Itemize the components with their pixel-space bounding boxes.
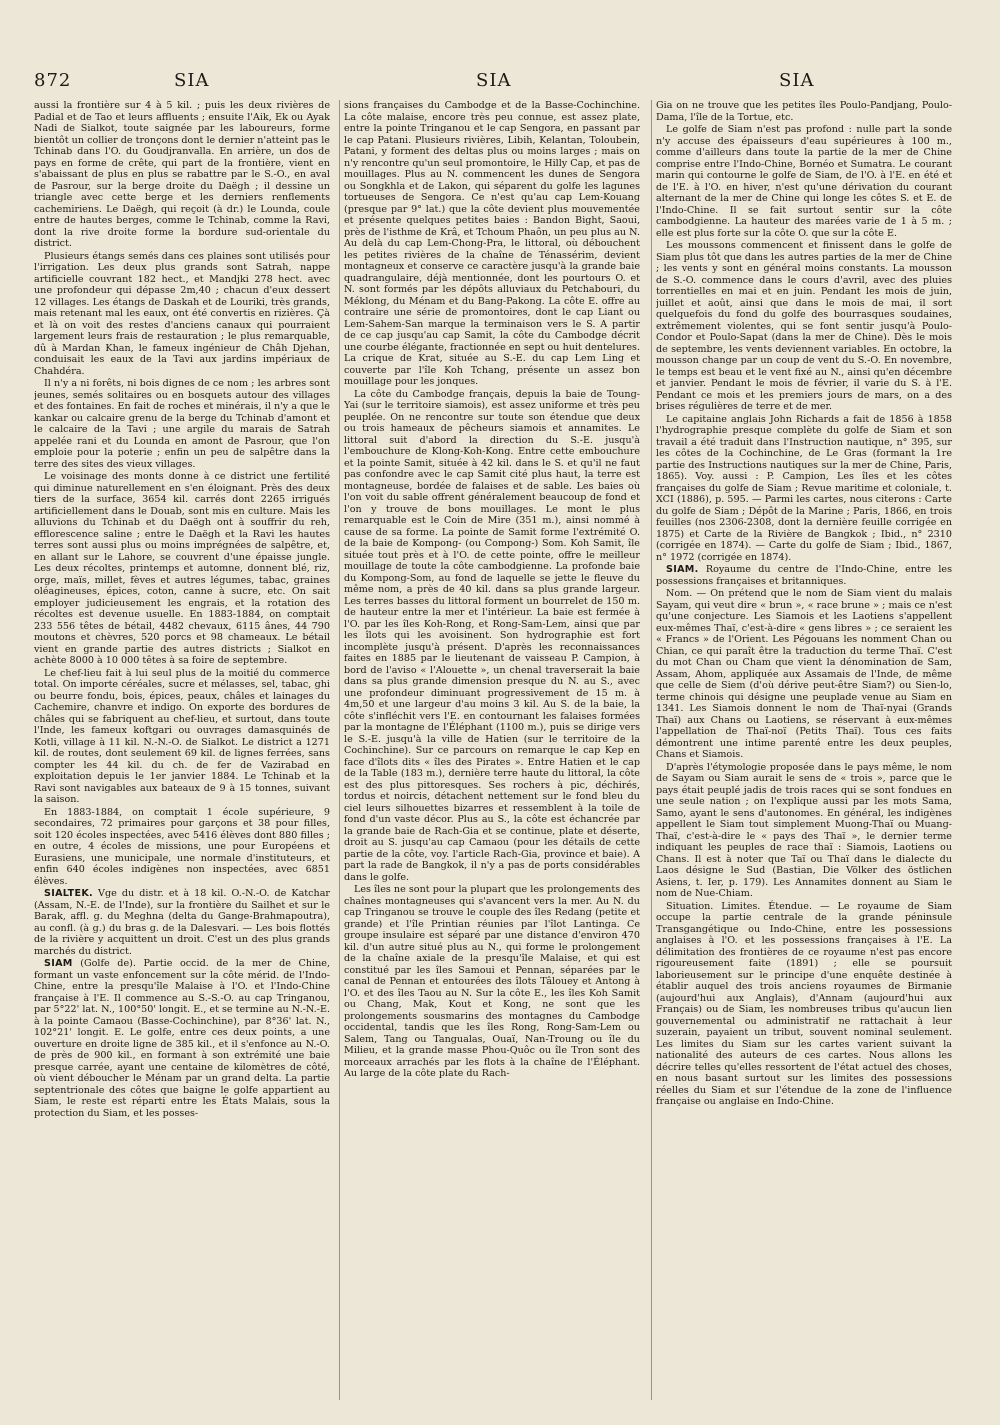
paragraph — [34, 378, 330, 470]
column-right — [656, 100, 952, 1400]
paragraph — [656, 564, 952, 587]
paragraph-text: sions françaises du Cambodge et de la Basse-Cochinchine. La côte malaise, encore très peu connue, est assez plate, entre la pointe Tringanou et le cap Sengora, en passant par le cap Patani. Plusieurs rivières, Libih, Kelantan, Toloubein, Patani, y forment des deltas plus ou moins larges ; mais on n'y rencontre qu'un seul promontoire, le Hilly Cap, et pas de mouillages. Plus au N. commencent les dunes de Sengora ou Songkhla et de Lakon, qui séparent du golfe les lagunes tortueuses de Sengora. Ce n'est qu'au cap Lem-Kouang (presque par 9° lat.) que la côte devient plus mouvementée et présente quelques petites baies : Bandon Bight, Saoui, près de l'isthme de Krâ, et Tchoum Phaôn, un peu plus au N. Au delà du cap Lem-Chong-Pra, le littoral, où débouchent les petites rivières de la chaîne de Ténassérim, devient montagneux et conserve ce caractère jusqu'à la grande baie quadrangulaire, déjà mentionnée, dont les pourtours O. et N. sont formés par les dépôts alluviaux du Petchabouri, du Méklong, du Ménam et du Bang-Pakong. La côte E. offre au contraire une série de promontoires, dont le cap Liant ou Lem-Sahem-San marque la terminaison vers le S. A partir de ce cap jusqu'au cap Samit, la côte du Cambodge décrit une courbe élégante, fractionnée en sept ou huit dentelures. La crique de Krat, située au S.-E. du cap Lem Ling et couverte par l'île Koh Tchang, présente un assez bon mouillage pour les jonques. — [344, 100, 640, 387]
paragraph — [344, 100, 640, 388]
page-number: 872 — [34, 70, 72, 91]
paragraph-text: La côte du Cambodge français, depuis la baie de Toung-Yai (sur le territoire siamois), est assez uniforme et très peu peuplée. On ne rencontre sur toute son étendue que deux ou trois hameaux de pêcheurs siamois et annamites. Le littoral suit d'abord la direction du S.-E. jusqu'à l'embouchure de Klong-Koh-Kong. Entre cette embouchure et la pointe Samit, située à 42 kil. dans le S. et qu'il ne faut pas confondre avec le cap Samit cité plus haut, la terre est montagneuse, bordée de falaises et de sable. Les baies où l'on voit du sable offrent généralement beaucoup de fond et l'on y trouve de bons mouillages. Le mont le plus remarquable est le Coin de Mire (351 m.), ainsi nommé à cause de sa forme. La pointe de Samit forme l'extrémité O. de la baie de Kompong- (ou Compong-) Som. Koh Samit, île située tout près et à l'O. de cette pointe, offre le meilleur mouillage de toute la côte cambodgienne. La profonde baie du Kompong-Som, au fond de laquelle se jette le fleuve du même nom, a près de 40 kil. dans sa plus grande largeur. Les terres basses du littoral forment un bourrelet de 150 m. de hauteur entre la mer et l'intérieur. La baie est fermée à l'O. par les îles Koh-Rong, et Rong-Sam-Lem, ainsi que par les îlots qui les avoisinent. Son hydrographie est fort incomplète jusqu'à présent. D'après les reconnaissances faites en 1885 par le lieutenant de vaisseau P. Campion, à bord de l'aviso « l'Alouette », un chenal traverserait la baie dans sa plus grande dimension presque du N. au S., avec une profondeur diminuant progressivement de 15 m. à 4m,50 et une largeur d'au moins 3 kil. Au S. de la baie, la côte s'infléchit vers l'E. en contournant les falaises formées par la montagne de l'Éléphant (1100 m.), puis se dirige vers le S.-E. jusqu'à la ville de Hatien (sur le territoire de la Cochinchine). Sur ce parcours on remarque le cap Kep en face d'îlots dits « îles des Pirates ». Entre Hatien et le cap de la Table (183 m.), dernière terre haute du littoral, la côte est des plus pittoresques. Ses rochers à pic, déchirés, tordus et noircis, détachent nettement sur le fond bleu du ciel leurs silhouettes bizarres et ressemblent à la toile de fond d'un vaste décor. Plus au S., la côte est échancrée par la grande baie de Rach-Gia et se continue, plate et déserte, droit au S. jusqu'au cap Camaou (pour les détails de cette partie de la côte, voy. l'article Rach-Gia, province et baie). A part la rade de Bangkok, il n'y a pas de ports considérables dans le golfe. — [344, 388, 640, 883]
running-head-center: SIA — [476, 70, 512, 91]
paragraph-text: Les îles ne sont pour la plupart que les prolongements des chaînes montagneuses qui s'avancent vers la mer. Au N. du cap Tringanou se trouve le couple des îles Redang (petite et grande) et l'île Printian réunies par l'îlot Lantinga. Ce groupe insulaire est séparé par une distance d'environ 470 kil. d'un autre situé plus au N., qui forme le prolongement de la chaîne axiale de la presqu'île Malaise, et qui est constitué par les îles Samoui et Pennan, séparées par le canal de Pennan et entourées des îlots Tâlouey et Antong à l'O. et des îles Taou au N. Sur la côte E., les îles Koh Samit ou Chang, Mak, Kout et Kong, ne sont que les prolongements sousmarins des montagnes du Cambodge occidental, tandis que les îles Rong, Rong-Sam-Lem ou Salem, Tang ou Tangualas, Ouaï, Nan-Troung ou île du Milieu, et la grande masse Phou-Quôc ou île Tron sont des morceaux arrachés par les flots à la chaîne de l'Éléphant. Au large de la côte plate du Rach- — [344, 884, 640, 1079]
paragraph-text: D'après l'étymologie proposée dans le pays même, le nom de Sayam ou Siam aurait le sens de « trois », parce que le pays était peuplé jadis de trois races qui se sont fondues en une seule nation ; on l'explique aussi par les mots Sama, Samo, ayant le sens d'autonomes. En général, les indigènes appellent le Siam tout simplement Muong-Thaï ou Muang-Thaï, c'est-à-dire le « pays des Thaï », le dernier terme indiquant les peuples de race thaï : Siamois, Laotiens ou Chans. Il est à noter que Taï ou Thaï dans le dialecte du Laos désigne le Sud (Bastian, Die Völker des östlichen Asiens, t. Ier, p. 179). Les Annamites donnent au Siam le nom de Nue-Chiam. — [656, 761, 952, 899]
paragraph — [656, 124, 952, 239]
paragraph-text: Le golfe de Siam n'est pas profond : nulle part la sonde n'y accuse des épaisseurs d'eau supérieures à 100 m., comme d'ailleurs dans toute la partie de la mer de Chine comprise entre l'Indo-Chine, Bornéo et Sumatra. Le courant marin qui contourne le golfe de Siam, de l'O. à l'E. en été et de l'E. à l'O. en hiver, n'est qu'une dérivation du courant alternant de la mer de Chine qui longe les côtes S. et E. de l'Indo-Chine. Il se fait surtout sentir sur la côte cambodgienne. La hauteur des marées varie de 1 à 5 m. ; elle est plus forte sur la côte O. que sur la côte E. — [656, 124, 952, 239]
entry-headword: SIAM — [44, 958, 73, 969]
paragraph — [34, 807, 330, 888]
paragraph — [656, 762, 952, 900]
paragraph-text: Gia on ne trouve que les petites îles Poulo-Pandjang, Poulo-Dama, l'île de la Tortue, etc. — [656, 100, 952, 123]
paragraph-text: Le capitaine anglais John Richards a fait de 1856 à 1858 l'hydrographie presque complète du golfe de Siam et son travail a été traduit dans l'Instruction nautique, n° 395, sur les côtes de la Cochinchine, de Le Gras (formant la 1re partie des Instructions nautiques sur la mer de Chine, Paris, 1865). Voy. aussi : P. Campion, Les îles et les côtes françaises du golfe de Siam ; Revue maritime et coloniale, t. XCI (1886), p. 595. — Parmi les cartes, nous citerons : Carte du golfe de Siam ; Dépôt de la Marine ; Paris, 1866, en trois feuilles (nos 2306-2308, dont la dernière feuille corrigée en 1875) et Carte de la Rivière de Bangkok ; Ibid., n° 2310 (corrigée en 1874). — Carte du golfe de Siam ; Ibid., 1867, n° 1972 (corrigée en 1874). — [656, 413, 952, 563]
text-columns — [34, 100, 960, 1400]
paragraph — [344, 884, 640, 1080]
paragraph-text: Royaume du centre de l'Indo-Chine, entre les possessions françaises et britanniques. — [656, 564, 952, 587]
paragraph — [656, 588, 952, 761]
paragraph — [344, 389, 640, 884]
paragraph — [34, 471, 330, 667]
column-left — [34, 100, 330, 1400]
paragraph — [34, 251, 330, 378]
paragraph-text: Vge du distr. et à 18 kil. O.-N.-O. de Katchar (Assam, N.-E. de l'Inde), sur la frontière du Sailhet et sur le Barak, affl. g. du Meghna (delta du Gange-Brahmapoutra), au confl. (à g.) du bras g. de la Dalesvari. — Les bois flottés de la rivière y acquittent un droit. C'est un des plus grands marchés du district. — [34, 888, 330, 957]
paragraph — [34, 668, 330, 806]
paragraph-text: (Golfe de). Partie occid. de la mer de Chine, formant un vaste enfoncement sur la côte mérid. de l'Indo-Chine, entre la presqu'île Malaise à l'O. et l'Indo-Chine française à l'E. Il commence au S.-S.-O. au cap Tringanou, par 5°22' lat. N., 100°50' longit. E., et se termine au N.-N.-E. à la pointe Camaou (Basse-Cochinchine), par 8°36' lat. N., 102°21' longit. E. Le golfe, entre ces deux points, a une ouverture en droite ligne de 385 kil., et il s'enfonce au N.-O. de près de 900 kil., en formant à son extrémité une baie presque carrée, ayant une centaine de kilomètres de côté, où vient déboucher le Ménam par un grand delta. La partie septentrionale des côtes que baigne le golfe appartient au Siam, le reste est réparti entre les États Malais, sous la protection du Siam, et les posses- — [34, 958, 330, 1119]
entry-headword: SIALTEK. — [44, 888, 94, 899]
paragraph-text: En 1883-1884, on comptait 1 école supérieure, 9 secondaires, 72 primaires pour garçons et 38 pour filles, soit 120 écoles inspectées, avec 5416 élèves dont 880 filles ; en outre, 4 écoles de missions, une pour Européens et Eurasiens, une municipale, une normale d'instituteurs, et enfin 640 écoles indigènes non inspectées, avec 6851 élèves. — [34, 806, 330, 887]
paragraph — [656, 100, 952, 123]
paragraph — [34, 958, 330, 1119]
running-head-left: SIA — [174, 70, 210, 91]
paragraph-text: Le voisinage des monts donne à ce district une fertilité qui diminue naturellement en s'en éloignant. Près des deux tiers de la surface, 3654 kil. carrés dont 2265 irrigués artificiellement dans le Douab, sont mis en culture. Mais les alluvions du Tchinab et du Daëgh ont à souffrir du reh, efflorescence saline ; entre le Daëgh et la Ravi les hautes terres sont aussi plus ou moins imprégnées de salpêtre, et, en allant sur le Lahore, se couvrent d'une épaisse jungle. Les deux récoltes, printemps et automne, donnent blé, riz, orge, maïs, millet, fèves et autres légumes, tabac, graines oléagineuses, épices, coton, canne à sucre, etc. On sait employer judicieusement les engrais, et la rotation des récoltes est devenue usuelle. En 1883-1884, on comptait 233 556 têtes de bétail, 4482 chevaux, 6115 ânes, 44 790 moutons et chèvres, 520 porcs et 98 chameaux. Le bétail vient en grande partie des autres districts ; Sialkot en achète 8000 à 10 000 têtes à sa foire de septembre. — [34, 471, 330, 666]
paragraph — [656, 901, 952, 1108]
entry-headword: SIAM. — [666, 564, 699, 575]
paragraph-text: Le chef-lieu fait à lui seul plus de la moitié du commerce total. On importe céréales, sucre et mélasses, sel, tabac, ghi ou beurre fondu, bois, épices, peaux, châles et lainages du Cachemire, chanvre et indigo. On exporte des bordures de châles qui se fabriquent au chef-lieu, et surtout, dans toute l'Inde, les fameux koftgari ou ouvrages damasquinés de Kotli, village à 11 kil. N.-N.-O. de Sialkot. Le district a 1271 kil. de routes, dont seulement 69 kil. de lignes ferrées, sans compter les 44 kil. du ch. de fer de Vazirabad en exploitation depuis le 1er janvier 1884. Le Tchinab et la Ravi sont navigables aux bateaux de 9 à 15 tonnes, suivant la saison. — [34, 667, 330, 805]
column-center — [344, 100, 640, 1400]
running-header — [34, 70, 960, 96]
paragraph-text: Nom. — On prétend que le nom de Siam vient du malais Sayam, qui veut dire « brun », « race brune » ; mais ce n'est qu'une conjecture. Les Siamois et les Laotiens s'appellent eux-mêmes Thaï, c'est-à-dire « gens libres » ; ce seraient les « Francs » de l'Orient. Les Pégouans les nomment Chan ou Chian, ce qui paraît être la traduction du terme Thaï. C'est du mot Chan ou Cham que vient la dénomination de Sam, Assam, Ahom, appliquée aux Assamais de l'Inde, de même que celle de Siem (d'où dérive peut-être Siam?) ou Sien-lo, terme chinois qui désigne une peuplade venue au Siam en 1341. Les Siamois donnent le nom de Thaï-nyai (Grands Thaï) aux Chans ou Laotiens, se réservant à eux-mêmes l'appellation de Thaï-noï (Petits Thaï). Tous ces faits démontrent une intime parenté entre les deux peuples, Chans et Siamois. — [656, 588, 952, 760]
paragraph-text: Situation. Limites. Étendue. — Le royaume de Siam occupe la partie centrale de la grande péninsule Transgangétique ou Indo-Chine, entre les possessions anglaises à l'O. et les possessions françaises à l'E. La délimitation des frontières de ce royaume n'est pas encore rigoureusement faite (1891) ; elle se poursuit laborieusement sur le principe d'une enquête destinée à établir auquel des trois anciens royaumes de Birmanie (aujourd'hui aux Anglais), d'Annam (aujourd'hui aux Français) ou de Siam, les nombreuses tribus qu'aucun lien gouvernemental ou administratif ne rattachait à leur suzerain, payaient un tribut, souvent nominal seulement. Les limites du Siam sur les cartes varient suivant la nationalité des auteurs de ces cartes. Nous allons les décrire telles qu'elles ressortent de l'état actuel des choses, en nous basant surtout sur les limites des possessions réelles du Siam et sur l'étendue de la zone de l'influence française ou anglaise en Indo-Chine. — [656, 900, 952, 1107]
paragraph-text: Il n'y a ni forêts, ni bois dignes de ce nom ; les arbres sont jeunes, semés solitaires ou en bosquets autour des villages et des fontaines. En fait de roches et minérais, il n'y a que le kankar ou calcaire grenu de la berge du Tchinab d'amont et le calcaire de la Tavi ; une argile du marais de Satrah appelée rani et du Lounda en amont de Pasrour, que l'on emploie pour la poterie ; enfin un peu de salpêtre dans la terre des sites des vieux villages. — [34, 378, 330, 470]
paragraph — [34, 888, 330, 957]
paragraph — [656, 414, 952, 564]
paragraph-text: Plusieurs étangs semés dans ces plaines sont utilisés pour l'irrigation. Les deux plus grands sont Satrah, nappe artificielle couvrant 182 hect., et Mandjki 278 hect. avec une profondeur qui dépasse 2m,40 ; chacun d'eux dessert 12 villages. Les étangs de Daskah et de Louriki, très grands, mais retenant mal les eaux, ont été convertis en rizières. Çà et là on voit des restes d'anciens canaux qui pourraient largement leurs frais de restauration ; le plus remarquable, dû à Mardan Khan, le fameux ingénieur de Châh Djehan, conduisait les eaux de la Tavi aux jardins impériaux de Chahdéra. — [34, 250, 330, 377]
paragraph-text: aussi la frontière sur 4 à 5 kil. ; puis les deux rivières de Padial et de Tao et leurs affluents ; ensuite l'Aik, Ek ou Ayak Nadi de Sialkot, toute saignée par les laboureurs, forme bientôt un collier de tronçons dont le dernier n'atteint pas le Tchinab dans l'O. du Goudjranvalla. En arrière, un dos de pays en forme de crête, qui part de la frontière, vient en s'abaissant de plus en plus se rabattre par le S.-O., en aval de Pasrour, sur la berge droite du Daëgh ; il dessine un triangle avec cette berge et les derniers renflements cachemiriens. Le Daëgh, qui reçoit (à dr.) le Lounda, coule entre de hautes berges, comme le Tchinab, comme la Ravi, dont la rive droite forme la bordure sud-orientale du district. — [34, 100, 330, 249]
paragraph — [656, 240, 952, 413]
running-head-right: SIA — [779, 70, 815, 91]
paragraph — [34, 100, 330, 250]
paragraph-text: Les moussons commencent et finissent dans le golfe de Siam plus tôt que dans les autres parties de la mer de Chine ; les vents y sont en général moins constants. La mousson de S.-O. commence dans le cours d'avril, avec des pluies torrentielles en mai et en juin. Pendant les mois de juin, juillet et août, ainsi que dans le mois de mai, il sort quelquefois du fond du golfe des bourrasques soudaines, extrêmement violentes, qui se font sentir jusqu'à Poulo-Condor et Poulo-Sapat (dans la mer de Chine). Dès le mois de septembre, les vents deviennent variables. En octobre, la mousson change par un coup de vent du S.-O. En novembre, le temps est beau et le vent fixé au N., ainsi qu'en décembre et janvier. Pendant le mois de février, il varie du S. à l'E. Pendant ce mois et les premiers jours de mars, on a des brises régulières de terre et de mer. — [656, 240, 952, 412]
